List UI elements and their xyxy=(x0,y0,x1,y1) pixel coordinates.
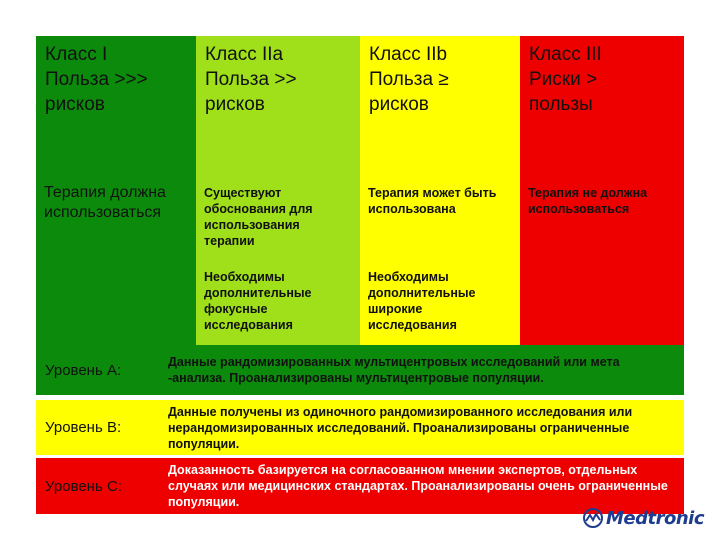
class-1-header: Класс I Польза >>> рисков xyxy=(36,36,196,179)
level-a-label: Уровень А: xyxy=(36,345,160,395)
class-2b-header: Класс IIb Польза ≥ рисков xyxy=(360,36,520,179)
level-c-label: Уровень С: xyxy=(36,458,160,514)
level-c-description: Доказанность базируется на согласованном мнении экспертов, отдельных случаях или медицинских стандартах. Проанализированы очень ограниченные популяции. xyxy=(160,458,684,514)
class-2a-research: Необходимы дополнительные фокусные исследования xyxy=(196,263,360,345)
logo-text: Medtronic xyxy=(606,507,705,529)
level-b-label: Уровень В: xyxy=(36,400,160,455)
level-a-description: Данные рандомизированных мультицентровых исследований или мета -анализа. Проанализированы мультицентровые популяции. xyxy=(160,345,684,395)
class-2a-header: Класс IIa Польза >> рисков xyxy=(196,36,360,179)
class-2b-therapy: Терапия может быть использована xyxy=(360,179,520,263)
class-1-therapy: Терапия должна использоваться xyxy=(36,179,196,345)
class-2a-therapy: Существуют обоснования для использования терапии xyxy=(196,179,360,263)
medtronic-logo xyxy=(582,506,704,530)
class-3-therapy: Терапия не должна использоваться xyxy=(520,179,684,345)
level-b-description: Данные получены из одиночного рандомизированного исследования или нерандомизированных исследований. Проанализированы ограниченные популяции. xyxy=(160,400,684,455)
class-2b-research: Необходимы дополнительные широкие исследования xyxy=(360,263,520,345)
class-3-header: Класс III Риски > пользы xyxy=(520,36,684,179)
medtronic-symbol-icon xyxy=(582,507,604,529)
